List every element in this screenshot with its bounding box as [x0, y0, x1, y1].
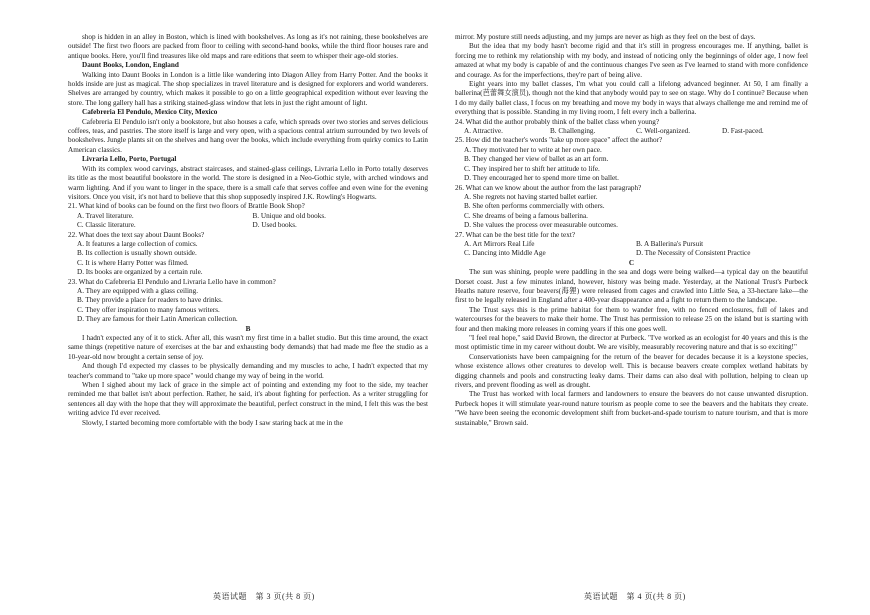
option: A. Travel literature. [77, 211, 134, 220]
paragraph: shop is hidden in an alley in Boston, which is lined with bookshelves. As long as it's not raining, these bookshelves are outside! The first two floors are packed from floor to ceiling with second-hand books, while the third floor houses rare and antique books. Here, you'll find treasures like old maps and rare editions that seem to whisper their age-old stories. [68, 33, 428, 60]
option: C. They inspired her to shift her attitude to life. [464, 164, 600, 173]
option: A. Art Mirrors Real Life [464, 239, 535, 248]
paragraph: Slowly, I started becoming more comfortable with the body I saw staring back at me in the [82, 418, 343, 427]
paragraph: "I feel real hope," said David Brown, the director at Purbeck. "I've worked as an ecologist for 40 years and this is the most optimistic time in my career without doubt. We are visibly, measurably recovering nature and that is so exciting!" [455, 334, 808, 352]
option: B. Challenging. [550, 127, 596, 136]
paragraph: Walking into Daunt Books in London is a little like wandering into Diagon Alley from Harry Potter. And the books it holds inside are just as magical. The shop specializes in travel literature and is designed for explorers and world wanderers. Shelves are arranged by country, which makes it possible to go on a little geographical expedition without ever leaving the store. The long gallery hall has a striking stained-glass window that lets in just the right amount of light. [68, 70, 428, 107]
section-heading: Livraria Lello, Porto, Portugal [82, 155, 177, 164]
option: A. She regrets not having started ballet earlier. [464, 192, 598, 201]
paragraph: But the idea that my body hasn't become rigid and that it's still in progress encourages me. If anything, ballet is forcing me to rethink my relationship with my body, and instead of noticing only the beginnings of older age, I now feel amazed at what my body is capable of and the continuous changes I've seen as I've learned to stand with more confidence and courage. As for the imperfections, they're part of being alive. [455, 42, 808, 79]
option: C. It is where Harry Potter was filmed. [77, 258, 189, 267]
paragraph: And though I'd expected my classes to be physically demanding and my muscles to ache, I hadn't expected that my teacher's command to "take up more space" would change my way of being in the world. [68, 362, 428, 380]
option: A. They are equipped with a glass ceiling. [77, 286, 199, 295]
paragraph: The sun was shining, people were paddling in the sea and dogs were being walked—a typical day on the beautiful Dorset coast. Just a few minutes inland, however, history was being made. Yesterday, at the National Trust's Purbeck Heaths nature reserve, four beavers(海狸) were released from cages and crawled into Little Sea, a 33-hectare lake—the first to be legally released in England after a 400-year disappearance and a fight to return them to the landscape. [455, 268, 808, 305]
option: B. Unique and old books. [252, 211, 326, 220]
section-label-b: B [245, 324, 251, 333]
option: D. Used books. [252, 221, 297, 230]
question-24: 24. What did the author probably think of the ballet class when young? [455, 117, 660, 126]
left-page-column [68, 33, 428, 428]
question-21-options [68, 212, 428, 231]
paragraph: I hadn't expected any of it to stick. After all, this wasn't my first time in a ballet studio. But this time around, the exact same things (repetitive nature of exercises at the bar and exhausting body demands) that had made me flee the studio as a 10-year-old now brought a certain sense of joy. [68, 334, 428, 361]
question-23: 23. What do Cafebreria El Pendulo and Livraria Lello have in common? [68, 277, 276, 286]
option: C. She dreams of being a famous ballerina. [464, 211, 588, 220]
section-label-c: C [628, 258, 635, 267]
question-21: 21. What kind of books can be found on the first two floors of Brattle Book Shop? [68, 202, 305, 211]
section-heading: Cafebreria El Pendulo, Mexico City, Mexico [82, 108, 218, 117]
paragraph: Conservationists have been campaigning for the return of the beaver for decades because it is a keystone species, whose existence allows other creatures to develop well. This is because beavers create complex wetland habitats by digging channels and pools and constructing leaky dams. Their dams can also deal with pollution, helping to clean up rivers, and prevent flooding as well as drought. [455, 352, 808, 390]
option: D. They are famous for their Latin American collection. [77, 315, 238, 324]
question-27-options [455, 240, 808, 259]
paragraph: Cafebreria El Pendulo isn't only a bookstore, but also houses a cafe, which spreads over two stories and serves delicious coffees, teas, and pastries. The store itself is large and very open, with a spacious central atrium surrounded by two levels of bookshelves. Jungle plants sit on the shelves and hang over the books, which include everything from quirky comics to Latin American classics. [68, 117, 428, 154]
option: C. They offer inspiration to many famous writers. [77, 305, 220, 314]
option: D. She values the process over measurable outcomes. [464, 221, 618, 230]
option: C. Dancing into Middle Age [464, 249, 546, 258]
paragraph: Eight years into my ballet classes, I'm what you could call a lifelong advanced beginner. At 50, I am finally a ballerina(芭蕾舞女演员), though not the kind that anybody would pay to see on stage. Why do I continue? Because when I do my daily ballet class, I focus on my breathing and move my body in ways that always challenge me and remind me of everything that is possible. Standing in my living room, I felt every inch a ballerina. [455, 80, 808, 117]
option: B. A Ballerina's Pursuit [636, 239, 704, 248]
paragraph: mirror. My posture still needs adjusting, and my jumps are never as high as they feel on the best of days. [455, 33, 756, 41]
page-footer-right: 英语试题 第 4 页(共 8 页) [584, 592, 686, 601]
paragraph: When I sighed about my lack of grace in the simple act of pointing and extending my foot to the side, my teacher reminded me that ballet isn't about perfection. Rather, he said, it's about fighting for perfection. As a writer struggling for sentences all day with the hope that they will approximate the beautiful, perfect construct in the mind, I felt this was the best writing advice I'd ever received. [68, 381, 428, 418]
question-22: 22. What does the text say about Daunt Books? [68, 230, 205, 239]
option: D. Fast-paced. [722, 127, 764, 136]
option: B. Its collection is usually shown outside. [77, 249, 197, 258]
option: C. Classic literature. [77, 221, 136, 230]
option: C. Well-organized. [636, 127, 691, 136]
option: A. It features a large collection of comics. [77, 239, 198, 248]
option: B. They changed her view of ballet as an art form. [464, 155, 609, 164]
question-25: 25. How did the teacher's words "take up more space" affect the author? [455, 136, 663, 145]
option: D. The Necessity of Consistent Practice [636, 249, 751, 258]
option: A. They motivated her to write at her own pace. [464, 145, 602, 154]
paragraph: With its complex wood carvings, abstract staircases, and stained-glass ceilings, Livraria Lello in Porto totally deserves its title as the most beautiful bookstore in the world. The store is designed in a Neo-Gothic style, with arched windows and warm lighting. And if you want to linger in the space, there is a small cafe that serves coffee and even wine for the evening visitors. Once you visit, it's not hard to believe that this shop supposedly inspired J.K. Rowling's Hogwarts. [68, 164, 428, 201]
option: B. They provide a place for readers to have drinks. [77, 296, 223, 305]
option: D. Its books are organized by a certain rule. [77, 268, 203, 277]
option: A. Attractive. [464, 127, 503, 136]
paragraph: The Trust has worked with local farmers and landowners to ensure the beavers do not cause unwanted disruption. Purbeck hopes it will stimulate year-round nature tourism as people come to see the beavers and the habitats they create. "We have been seeing the economic development shift from bucket-and-spade tourism to nature tourism, and that is more sustainable," Brown said. [455, 390, 808, 427]
question-26: 26. What can we know about the author from the last paragraph? [455, 183, 642, 192]
question-27: 27. What can be the best title for the text? [455, 230, 576, 239]
option: B. She often performs commercially with others. [464, 202, 605, 211]
option: D. They encouraged her to spend more time on ballet. [464, 174, 619, 183]
paragraph: The Trust says this is the prime habitat for them to wander free, with no fenced enclosures, full of lakes and watercourses for the beavers to make their home. The Trust has permission to release 25 on the island but is starting with four and then making more releases in coming years if this one goes well. [455, 305, 808, 333]
section-heading: Daunt Books, London, England [82, 61, 179, 70]
right-page-column [455, 33, 808, 428]
question-24-options [455, 127, 808, 136]
page-footer-left: 英语试题 第 3 页(共 8 页) [213, 592, 315, 601]
